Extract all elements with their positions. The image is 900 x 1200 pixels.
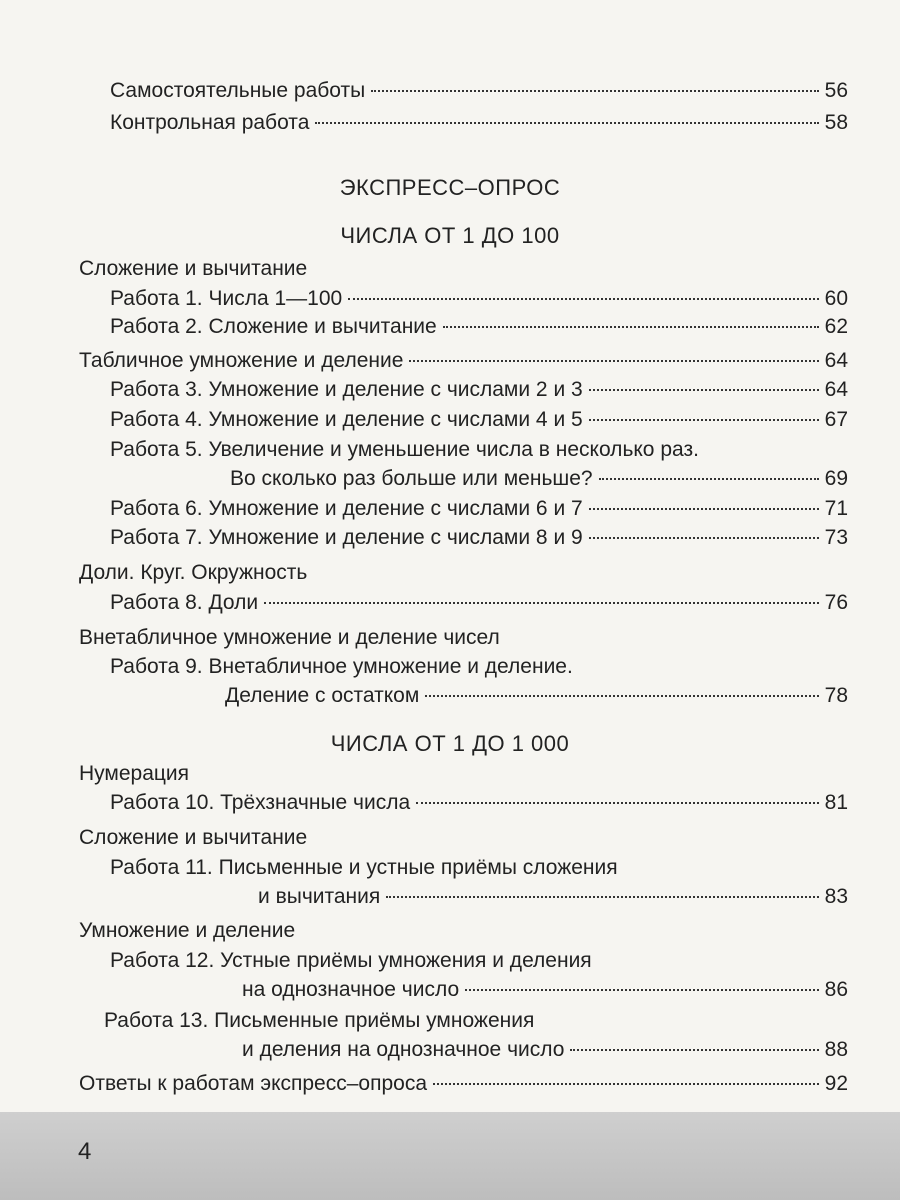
entry-title: Работа 6. Умножение и деление с числами 6 и 7: [110, 497, 583, 520]
leader-dots: [599, 478, 819, 480]
toc-entry: [230, 466, 848, 492]
footer-band: [0, 1112, 900, 1200]
entry-page: 92: [824, 1072, 848, 1095]
entry-title: Ответы к работам экспресс–опроса: [79, 1072, 427, 1095]
entry-page: 64: [824, 378, 848, 401]
leader-dots: [589, 389, 819, 391]
part-title: ЧИСЛА ОТ 1 ДО 100: [340, 223, 560, 248]
leader-dots: [315, 122, 818, 124]
entry-title-line1: Работа 11. Письменные и устные приёмы сложения: [110, 856, 618, 879]
leader-dots: [465, 989, 819, 991]
toc-entry: [242, 977, 848, 1003]
entry-title: Работа 1. Числа 1—100: [110, 287, 343, 310]
toc-entry: [110, 110, 848, 136]
leader-dots: [371, 90, 818, 92]
toc-entry: [110, 314, 848, 340]
toc-entry: [110, 496, 848, 522]
answers-entry: [79, 1071, 848, 1097]
entry-page: 56: [824, 79, 848, 102]
toc-entry: [242, 1037, 848, 1063]
entry-page: 73: [824, 526, 848, 549]
entry-page: 78: [824, 684, 848, 707]
entry-page: 69: [824, 467, 848, 490]
entry-title-line1: Работа 5. Увеличение и уменьшение числа в несколько раз.: [110, 438, 699, 461]
entry-page: 58: [824, 111, 848, 134]
entry-title: Работа 10. Трёхзначные числа: [110, 791, 411, 814]
toc-entry: [258, 884, 848, 910]
entry-title: Табличное умножение и деление: [79, 349, 404, 372]
entry-title: и деления на однозначное число: [242, 1038, 565, 1061]
leader-dots: [589, 508, 819, 510]
group-title: Доли. Круг. Окружность: [79, 561, 308, 584]
leader-dots: [570, 1049, 818, 1051]
toc-entry: [110, 790, 848, 816]
leader-dots: [409, 360, 818, 362]
entry-title: Работа 2. Сложение и вычитание: [110, 315, 437, 338]
leader-dots: [348, 298, 818, 300]
entry-page: 71: [824, 497, 848, 520]
toc-entry: [110, 590, 848, 616]
entry-title: Контрольная работа: [110, 111, 310, 134]
page-number: 4: [78, 1138, 92, 1165]
toc-entry: [110, 78, 848, 104]
entry-title: Работа 3. Умножение и деление с числами 2 и 3: [110, 378, 583, 401]
entry-page: 64: [824, 349, 848, 372]
entry-page: 76: [824, 591, 848, 614]
group-title: Нумерация: [79, 762, 190, 785]
group-entry: [79, 348, 848, 374]
entry-title-line1: Работа 12. Устные приёмы умножения и деления: [110, 949, 592, 972]
toc-entry: [110, 377, 848, 403]
entry-title: Деление с остатком: [225, 684, 420, 707]
entry-title: Во сколько раз больше или меньше?: [230, 467, 593, 490]
entry-title: Работа 8. Доли: [110, 591, 259, 614]
leader-dots: [443, 326, 819, 328]
entry-title: Работа 4. Умножение и деление с числами 4 и 5: [110, 408, 583, 431]
entry-page: 88: [824, 1038, 848, 1061]
section-title: ЭКСПРЕСС–ОПРОС: [339, 175, 561, 200]
entry-page: 83: [824, 885, 848, 908]
leader-dots: [416, 802, 819, 804]
entry-page: 62: [824, 315, 848, 338]
leader-dots: [433, 1083, 819, 1085]
group-title: Внетабличное умножение и деление чисел: [79, 626, 500, 649]
entry-page: 81: [824, 791, 848, 814]
entry-title: Самостоятельные работы: [110, 79, 366, 102]
group-title: Сложение и вычитание: [79, 826, 308, 849]
leader-dots: [264, 602, 819, 604]
toc-entry: [110, 407, 848, 433]
entry-page: 60: [824, 287, 848, 310]
entry-title: и вычитания: [258, 885, 381, 908]
entry-page: 67: [824, 408, 848, 431]
leader-dots: [425, 695, 818, 697]
toc-entry: [110, 525, 848, 551]
toc-entry: [225, 683, 848, 709]
group-title: Сложение и вычитание: [79, 257, 308, 280]
entry-title: на однозначное число: [242, 978, 460, 1001]
entry-title: Работа 7. Умножение и деление с числами 8 и 9: [110, 526, 583, 549]
leader-dots: [589, 419, 819, 421]
entry-title-line1: Работа 9. Внетабличное умножение и деление.: [110, 655, 573, 678]
toc-entry: [110, 286, 848, 312]
leader-dots: [386, 896, 818, 898]
leader-dots: [589, 537, 819, 539]
entry-title-line1: Работа 13. Письменные приёмы умножения: [104, 1009, 535, 1032]
group-title: Умножение и деление: [79, 919, 296, 942]
entry-page: 86: [824, 978, 848, 1001]
part-title: ЧИСЛА ОТ 1 ДО 1 000: [330, 731, 570, 756]
